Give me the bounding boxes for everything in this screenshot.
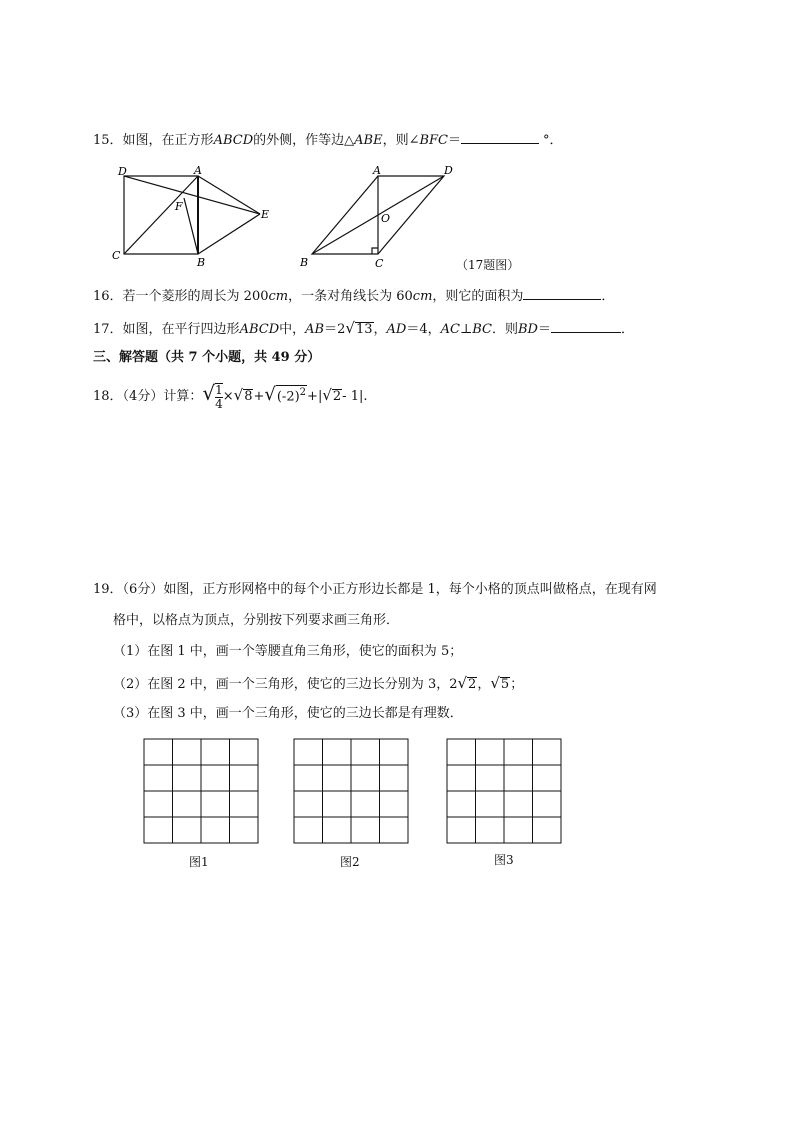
q-coef: 2 — [337, 322, 346, 337]
q-number: 18． — [93, 389, 123, 404]
q-text: 如图，在正方形 — [122, 133, 214, 148]
q-text: （2）在图 2 中，画一个三角形，使它的三边长分别为 3，2 — [113, 677, 458, 692]
sqrt-icon: √ — [202, 381, 216, 405]
q-text: ＝4， — [406, 322, 441, 337]
q-text: ． — [601, 289, 615, 304]
q-text: ， — [373, 322, 387, 337]
figure-15-square-triangle — [108, 162, 278, 270]
answer-blank[interactable] — [523, 287, 601, 300]
label-E: E — [261, 208, 270, 221]
q-text: ．则 — [491, 322, 518, 337]
q-text: 的外侧，作等边△ — [253, 133, 355, 148]
sqrt-icon: √ — [233, 386, 244, 404]
question-19-line2: 格中，以格点为顶点，分别按下列要求画三角形． — [113, 613, 400, 628]
label-F: F — [175, 200, 183, 213]
label-D: D — [118, 165, 127, 178]
q-unit: cm — [412, 289, 433, 304]
q-text: 若一个菱形的周长为 200 — [122, 289, 269, 304]
q-var: BD — [517, 322, 538, 337]
q-number: 15． — [93, 133, 123, 148]
q-number: 17． — [93, 322, 123, 337]
q-base: (-2) — [276, 389, 300, 404]
frac-den: 4 — [215, 396, 223, 411]
sqrt-icon: √ — [345, 319, 355, 337]
q-var: ABCD — [213, 133, 254, 148]
question-19-line1: 19．（6分）如图，正方形网格中的每个小正方形边长都是 1，每个小格的顶点叫做格点，在现有网 — [93, 582, 657, 597]
q-text: ； — [510, 677, 524, 692]
q-op: + — [253, 389, 265, 404]
grid-caption-2: 图2 — [340, 855, 360, 869]
q-text: ，则它的面积为 — [432, 289, 524, 304]
sqrt-icon: √ — [457, 674, 468, 692]
label-B: B — [197, 256, 206, 269]
figure-17-caption: （17题图） — [456, 258, 520, 272]
q-text: ⊥ — [459, 322, 473, 337]
q-var: AD — [386, 322, 407, 337]
q-radicand: 2 — [468, 677, 477, 692]
q-text: - 1|. — [342, 389, 368, 404]
q-text: °． — [543, 133, 563, 148]
grid-figure-2[interactable] — [293, 738, 410, 845]
fraction — [215, 383, 223, 411]
grid-figure-1[interactable] — [143, 738, 260, 845]
grid-caption-1: 图1 — [189, 855, 209, 869]
q-var: ABCD — [239, 322, 280, 337]
section-3-heading: 三、解答题（共 7 个小题，共 49 分） — [93, 350, 321, 365]
q-text: （4分）计算： — [122, 389, 203, 404]
grid-figure-3[interactable] — [446, 738, 563, 845]
answer-blank[interactable] — [551, 320, 621, 333]
sqrt-icon: √ — [490, 674, 500, 692]
figure-17-parallelogram — [296, 162, 466, 270]
question-19-sub2 — [113, 673, 523, 695]
label-B: B — [300, 256, 309, 269]
q-radicand: 2 — [332, 389, 342, 404]
q-radicand: 13 — [355, 322, 373, 337]
q-op: × — [222, 389, 234, 404]
q-text: ＝ — [324, 322, 338, 337]
q-exp: 2 — [299, 386, 307, 398]
q-text: 中， — [279, 322, 306, 337]
question-15 — [93, 131, 563, 151]
q-text: ＝ — [448, 133, 462, 148]
question-19-sub3: （3）在图 3 中，画一个三角形，使它的三边长都是有理数． — [113, 706, 463, 721]
q-text: ， — [477, 677, 491, 692]
label-D: D — [444, 164, 453, 177]
q-op: +| — [307, 389, 323, 404]
question-16 — [93, 287, 614, 307]
label-C: C — [112, 249, 121, 262]
q-text: ，则∠ — [382, 133, 420, 148]
q-text: 如图，在平行四边形 — [122, 322, 240, 337]
label-A: A — [373, 164, 381, 177]
q-var: AB — [305, 322, 325, 337]
question-17 — [93, 318, 634, 340]
q-radicand: 8 — [244, 389, 253, 404]
q-var: AC — [440, 322, 460, 337]
q-unit: cm — [268, 289, 289, 304]
q-var: BC — [472, 322, 492, 337]
label-O: O — [381, 212, 391, 225]
q-radicand: 5 — [500, 677, 510, 692]
q-var: BFC — [419, 133, 448, 148]
sqrt-icon: √ — [322, 386, 332, 404]
sqrt-icon: √ — [264, 384, 276, 405]
question-18 — [93, 380, 367, 411]
label-A: A — [194, 164, 202, 177]
q-text: ，一条对角线长为 60 — [288, 289, 413, 304]
grid-caption-3: 图3 — [494, 853, 514, 867]
q-text: ＝ — [537, 322, 551, 337]
q-radicand — [276, 385, 307, 404]
label-C: C — [375, 257, 384, 270]
q-number: 16． — [93, 289, 123, 304]
frac-num: 1 — [215, 382, 223, 397]
q-text: ． — [620, 322, 634, 337]
q-var: ABE — [354, 133, 383, 148]
question-19-sub1: （1）在图 1 中，画一个等腰直角三角形，使它的面积为 5； — [113, 644, 463, 659]
answer-blank[interactable] — [461, 131, 539, 144]
